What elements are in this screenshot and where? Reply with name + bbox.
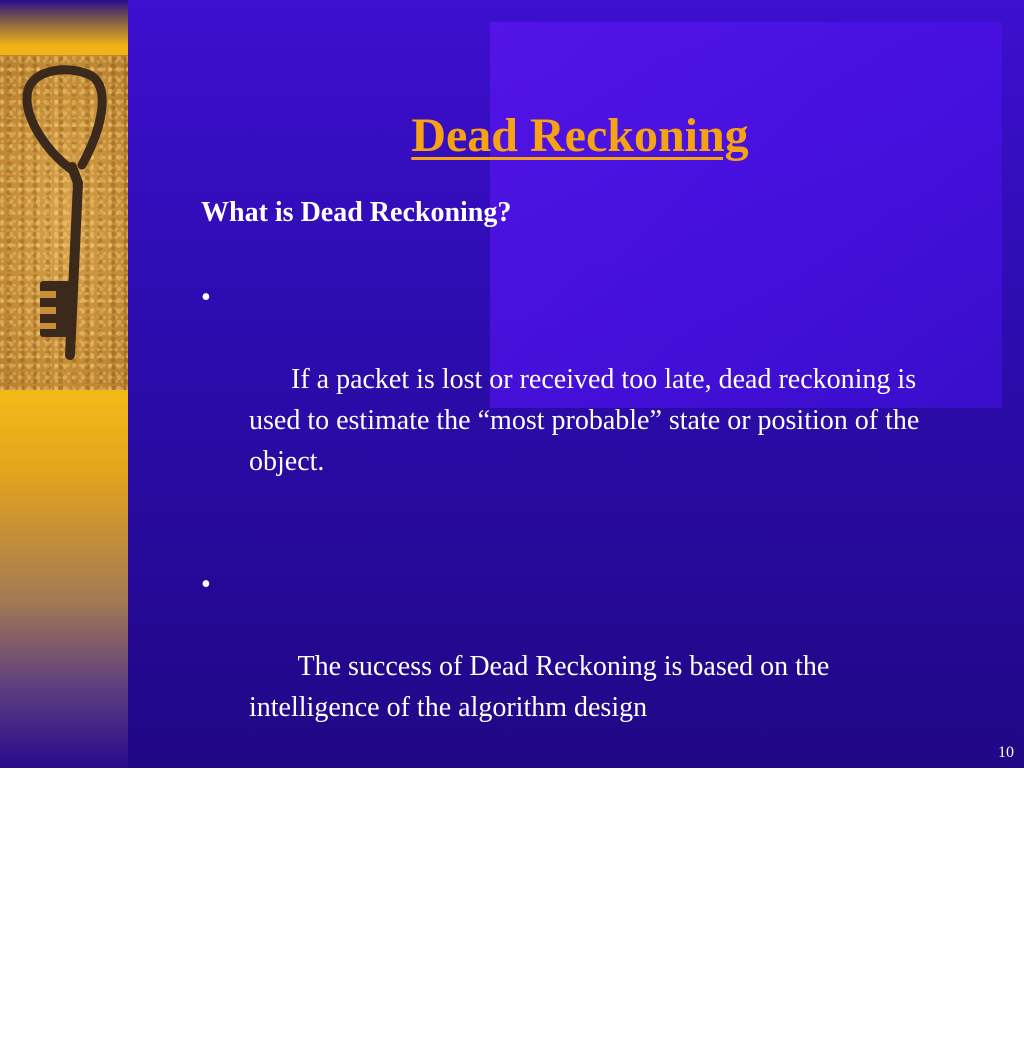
slide-title: Dead Reckoning <box>411 109 749 162</box>
slide-subheading: What is Dead Reckoning? <box>201 197 512 228</box>
key-photo <box>0 55 128 390</box>
bullet-list <box>201 277 961 1056</box>
bullet-marker: • <box>201 569 211 600</box>
bullet-marker: • <box>201 282 211 313</box>
bullet-item <box>201 564 961 769</box>
bullet-item <box>201 810 961 1015</box>
bullet-text: The success of Dead Reckoning is based on the intelligence of the algorithm design <box>249 651 837 723</box>
bullet-text: If a packet is lost or received too late, dead reckoning is used to estimate the “most probable” state or position of the object. <box>249 364 927 477</box>
key-icon <box>0 55 128 390</box>
page-number: 10 <box>998 744 1014 761</box>
bullet-text: There is inconsistency between the actual and expected states. <box>249 897 918 969</box>
bullet-item <box>201 277 961 523</box>
bullet-marker: • <box>201 815 211 846</box>
